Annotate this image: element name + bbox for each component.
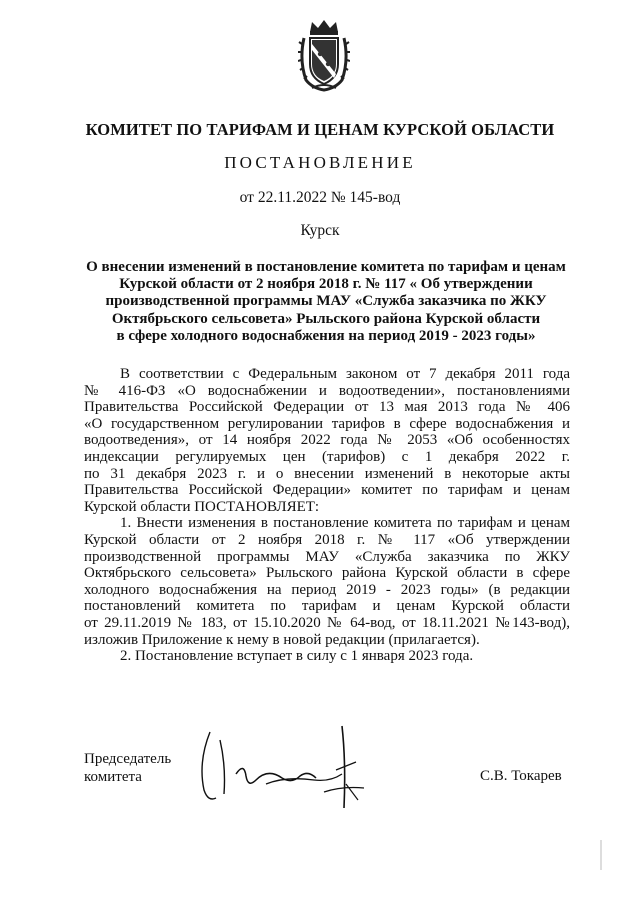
body-line: 2. Постановление вступает в силу с 1 января 2023 года. xyxy=(120,648,474,665)
position-line: Председатель xyxy=(84,751,172,767)
body-line: № 416-ФЗ «О водоснабжении и водоотведении», постановлениями xyxy=(84,382,570,399)
title-line: производственной программы МАУ «Служба заказчика по ЖКУ xyxy=(105,293,547,310)
document-body xyxy=(84,366,570,665)
item-2-paragraph xyxy=(84,648,570,665)
body-line: производственной программы МАУ «Служба заказчика по ЖКУ xyxy=(84,548,570,565)
body-line: изложив Приложение к нему в новой редакции (прилагается). xyxy=(84,631,480,648)
body-line: от 29.11.2019 № 183, от 15.10.2020 № 64-вод, от 18.11.2021 №143-вод), xyxy=(84,614,570,631)
signatory-position xyxy=(84,750,171,786)
document-type: ПОСТАНОВЛЕНИЕ xyxy=(224,153,416,172)
item-1-paragraph xyxy=(84,515,570,648)
signatory-name: С.В. Токарев xyxy=(480,768,562,784)
document-city: Курск xyxy=(300,222,340,239)
margin-mark-icon xyxy=(598,840,604,870)
body-line: Правительства Российской Федерации от 13 мая 2013 года № 406 xyxy=(84,399,570,416)
body-line: Курской области ПОСТАНОВЛЯЕТ: xyxy=(84,498,320,515)
document-date-number: от 22.11.2022 № 145-вод xyxy=(239,189,401,206)
body-line: холодного водоснабжения на период 2019 - 2023 годы» (в редакции xyxy=(84,581,570,598)
title-line: Октябрьского сельсовета» Рыльского района Курской области xyxy=(111,310,541,327)
body-line: Октябрьского сельсовета» Рыльского района Курской области в сфере xyxy=(84,565,570,582)
position-line: комитета xyxy=(84,769,142,785)
body-line: В соответствии с Федеральным законом от 7 декабря 2011 года xyxy=(120,366,570,382)
body-line: постановлений комитета по тарифам и ценам Курской области xyxy=(84,598,570,615)
document-title xyxy=(75,259,577,345)
body-line: Курской области от 2 ноября 2018 г. № 117 «Об утверждении xyxy=(84,531,570,548)
title-line: Курской области от 2 ноября 2018 г. № 117 « Об утверждении xyxy=(119,276,533,293)
title-line: в сфере холодного водоснабжения на период 2019 - 2023 годы» xyxy=(116,327,536,344)
body-line: по 31 декабря 2023 г. и о внесении изменений в некоторые акты xyxy=(84,465,570,482)
title-line: О внесении изменений в постановление комитета по тарифам и ценам xyxy=(86,259,566,275)
body-line: индексации регулируемых цен (тарифов) с 1 декабря 2022 г. xyxy=(84,448,570,465)
body-line: водоотведения», от 14 ноября 2022 года № 2053 «Об особенностях xyxy=(84,432,570,449)
handwritten-signature-icon xyxy=(196,722,376,812)
body-line: 1. Внести изменения в постановление комитета по тарифам и ценам xyxy=(120,515,570,532)
body-line: «О государственном регулировании тарифов в сфере водоснабжения и xyxy=(84,415,570,432)
body-line: Правительства Российской Федерации» комитет по тарифам и ценам xyxy=(84,482,570,499)
preamble-paragraph xyxy=(84,366,570,515)
organization-name: КОМИТЕТ ПО ТАРИФАМ И ЦЕНАМ КУРСКОЙ ОБЛАСТИ xyxy=(85,120,555,139)
kursk-oblast-coat-of-arms-icon xyxy=(298,18,350,92)
